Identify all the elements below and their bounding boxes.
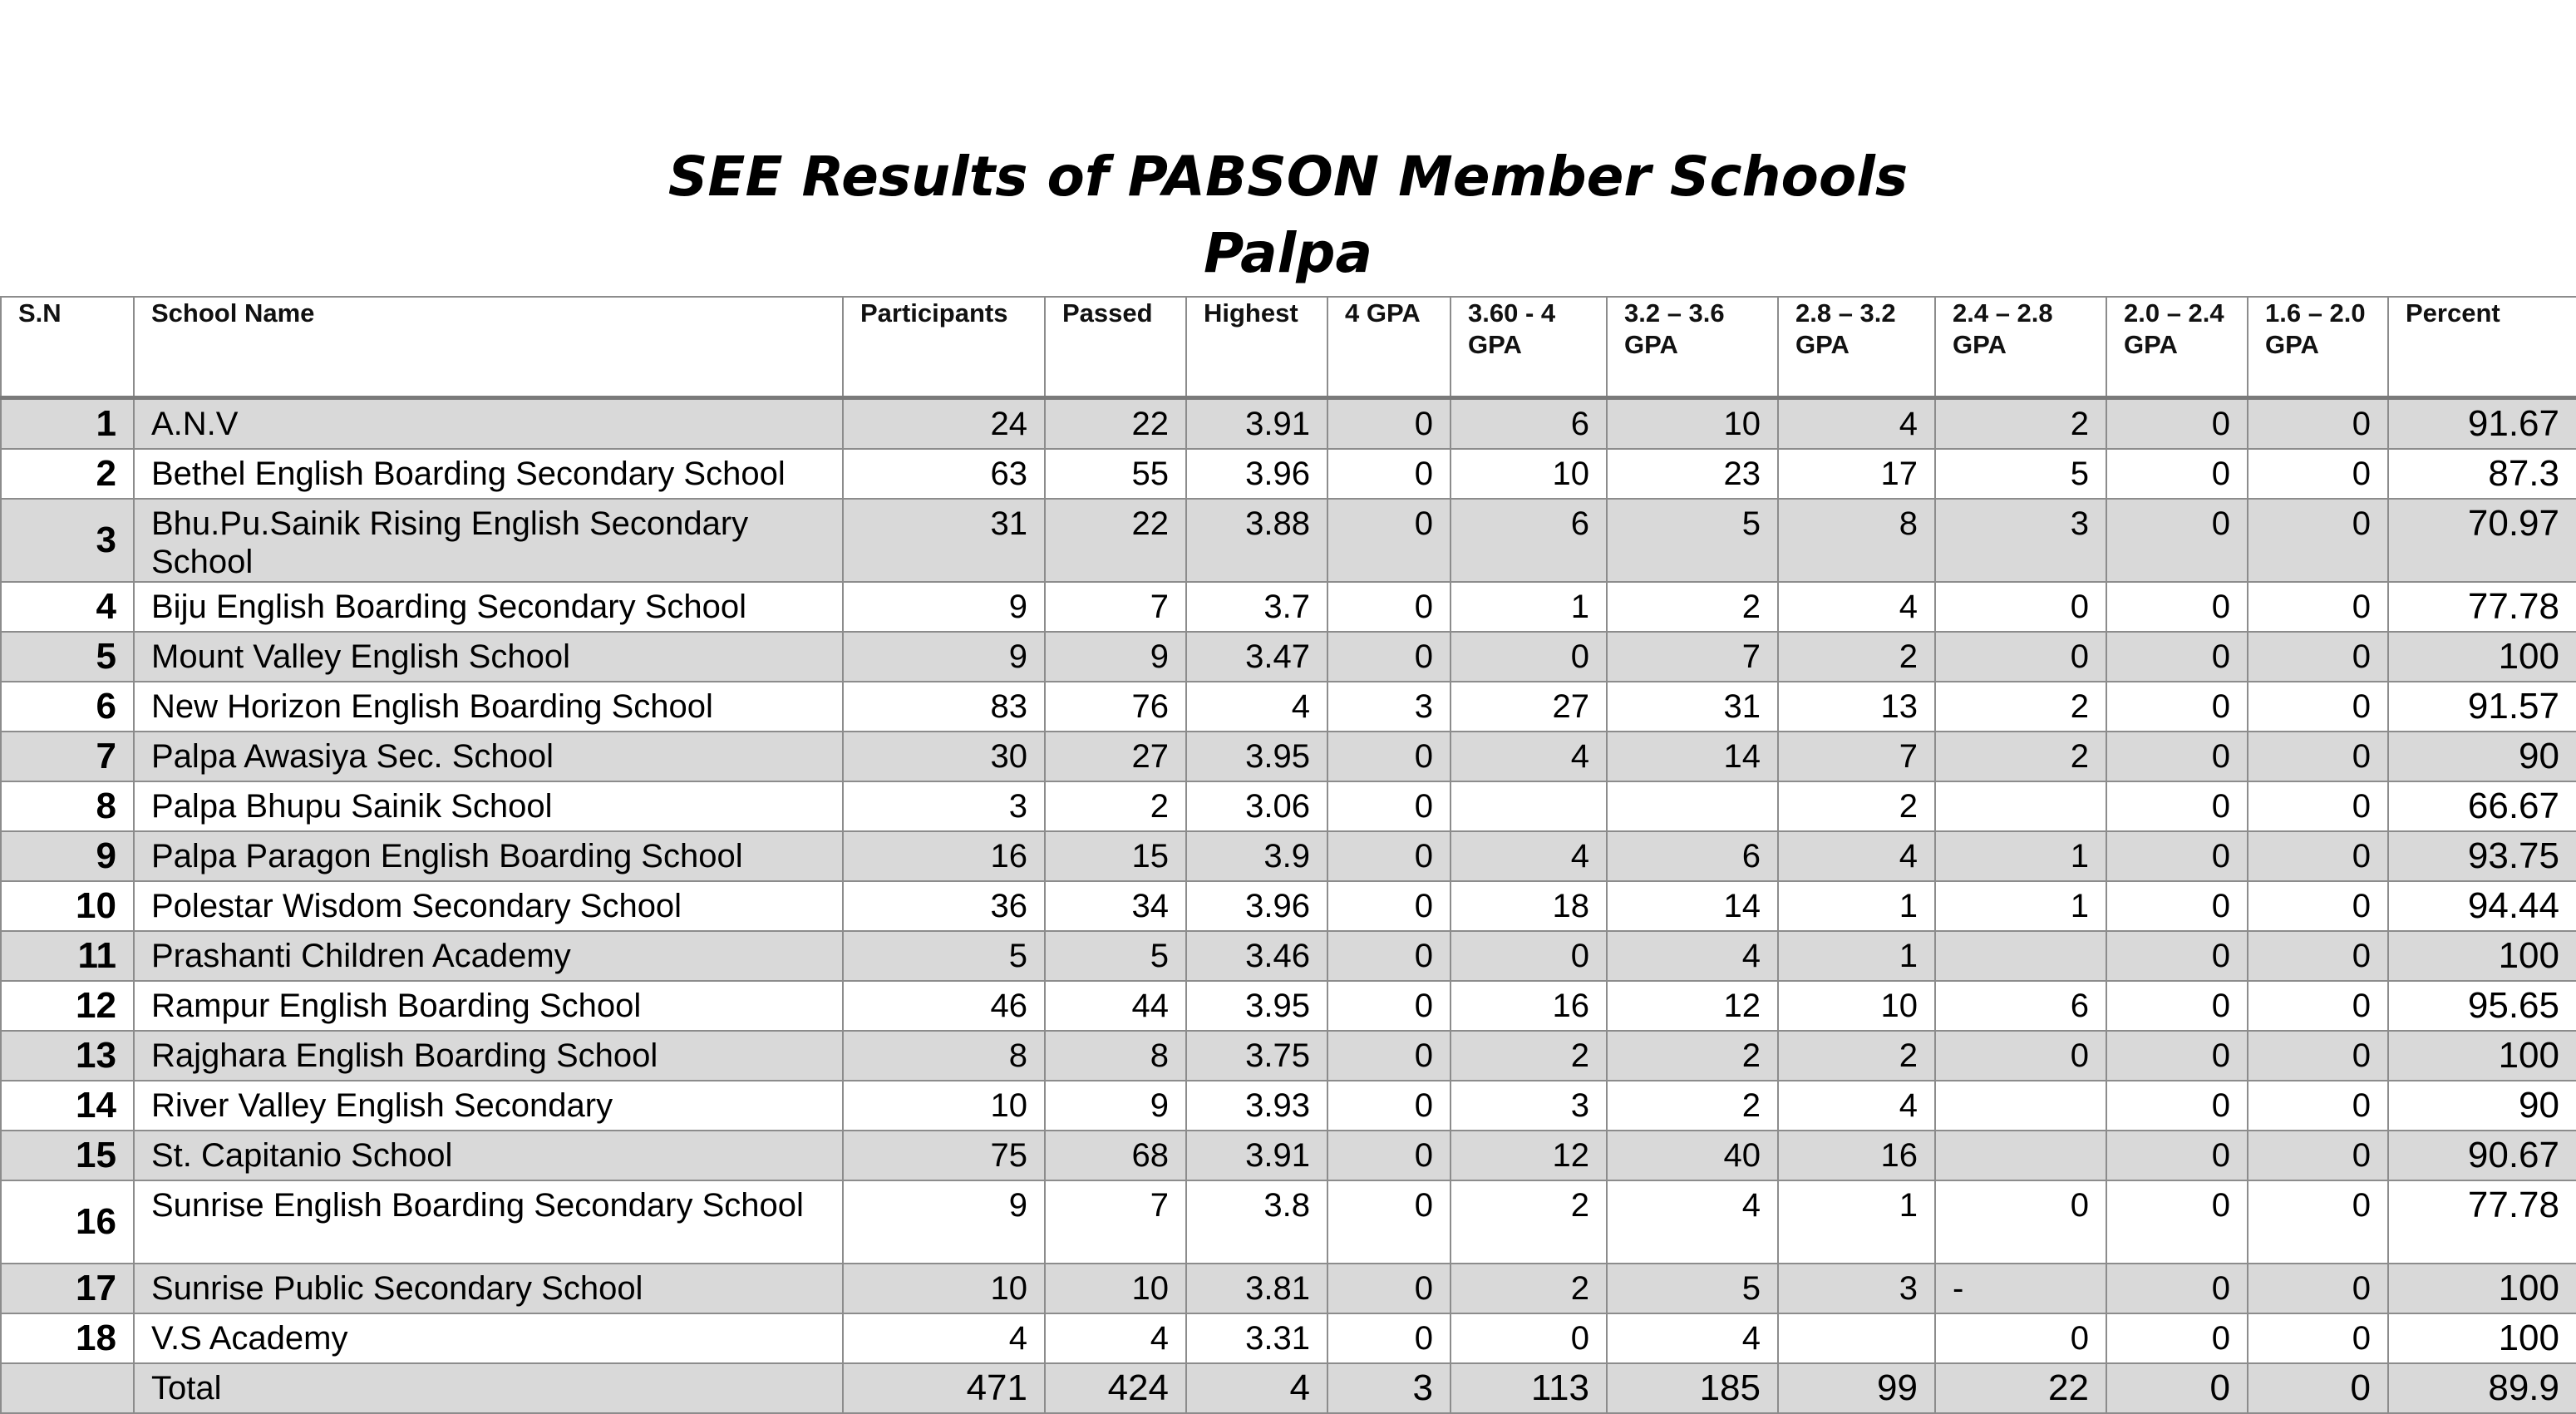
gpa-2-4-2-8-cell xyxy=(1935,1131,2106,1180)
school-name-cell: Polestar Wisdom Secondary School xyxy=(134,881,843,931)
sn-cell: 17 xyxy=(1,1264,134,1313)
gpa-3-2-3-6-cell: 31 xyxy=(1607,682,1778,732)
sn-cell: 15 xyxy=(1,1131,134,1180)
gpa-3-60-4-cell: 2 xyxy=(1451,1264,1607,1313)
gpa-3-60-4-cell: 6 xyxy=(1451,398,1607,450)
participants-cell: 63 xyxy=(843,449,1045,499)
gpa-3-60-4-cell: 4 xyxy=(1451,732,1607,781)
total-passed: 424 xyxy=(1045,1363,1186,1413)
percent-cell: 91.57 xyxy=(2388,682,2576,732)
passed-cell: 2 xyxy=(1045,781,1186,831)
school-name-cell: River Valley English Secondary xyxy=(134,1081,843,1131)
passed-cell: 76 xyxy=(1045,682,1186,732)
results-table xyxy=(0,296,2576,1414)
school-name-cell: Palpa Bhupu Sainik School xyxy=(134,781,843,831)
highest-cell: 3.8 xyxy=(1186,1180,1327,1264)
participants-cell: 3 xyxy=(843,781,1045,831)
passed-cell: 55 xyxy=(1045,449,1186,499)
gpa-3-60-4-cell: 0 xyxy=(1451,931,1607,981)
passed-cell: 34 xyxy=(1045,881,1186,931)
table-row xyxy=(1,1131,2576,1180)
highest-cell: 3.06 xyxy=(1186,781,1327,831)
sn-cell: 7 xyxy=(1,732,134,781)
gpa-4-cell: 0 xyxy=(1327,1131,1451,1180)
participants-cell: 9 xyxy=(843,632,1045,682)
gpa-2-8-3-2-cell: 1 xyxy=(1778,881,1935,931)
school-name-cell: Sunrise English Boarding Secondary School xyxy=(134,1180,843,1264)
gpa-1-6-2-0-cell: 0 xyxy=(2248,981,2388,1031)
sn-cell: 6 xyxy=(1,682,134,732)
total-4-gpa: 3 xyxy=(1327,1363,1451,1413)
gpa-2-8-3-2-cell: 10 xyxy=(1778,981,1935,1031)
gpa-4-cell: 0 xyxy=(1327,1180,1451,1264)
gpa-2-8-3-2-cell: 2 xyxy=(1778,781,1935,831)
passed-cell: 10 xyxy=(1045,1264,1186,1313)
passed-cell: 22 xyxy=(1045,499,1186,582)
percent-cell: 94.44 xyxy=(2388,881,2576,931)
gpa-2-8-3-2-cell: 4 xyxy=(1778,398,1935,450)
gpa-3-2-3-6-cell: 40 xyxy=(1607,1131,1778,1180)
gpa-3-2-3-6-cell: 5 xyxy=(1607,499,1778,582)
total-percent: 89.9 xyxy=(2388,1363,2576,1413)
gpa-4-cell: 0 xyxy=(1327,981,1451,1031)
percent-cell: 90.67 xyxy=(2388,1131,2576,1180)
highest-cell: 3.81 xyxy=(1186,1264,1327,1313)
sn-cell: 4 xyxy=(1,582,134,632)
total-sn-cell xyxy=(1,1363,134,1413)
gpa-3-2-3-6-cell: 6 xyxy=(1607,831,1778,881)
gpa-3-2-3-6-cell: 12 xyxy=(1607,981,1778,1031)
passed-cell: 4 xyxy=(1045,1313,1186,1363)
percent-cell: 100 xyxy=(2388,1264,2576,1313)
highest-cell: 3.9 xyxy=(1186,831,1327,881)
header-2-8-3-2-gpa: 2.8 – 3.2 GPA xyxy=(1778,297,1935,398)
page-title: SEE Results of PABSON Member Schools xyxy=(667,145,1909,209)
school-name-cell: Bethel English Boarding Secondary School xyxy=(134,449,843,499)
header-participants: Participants xyxy=(843,297,1045,398)
percent-cell: 77.78 xyxy=(2388,1180,2576,1264)
percent-cell: 70.97 xyxy=(2388,499,2576,582)
gpa-4-cell: 0 xyxy=(1327,582,1451,632)
table-row xyxy=(1,881,2576,931)
header-3-2-3-6-gpa: 3.2 – 3.6 GPA xyxy=(1607,297,1778,398)
percent-cell: 93.75 xyxy=(2388,831,2576,881)
sn-cell: 2 xyxy=(1,449,134,499)
gpa-3-60-4-cell: 12 xyxy=(1451,1131,1607,1180)
gpa-3-2-3-6-cell: 4 xyxy=(1607,1180,1778,1264)
percent-cell: 100 xyxy=(2388,1031,2576,1081)
highest-cell: 3.91 xyxy=(1186,1131,1327,1180)
percent-cell: 66.67 xyxy=(2388,781,2576,831)
gpa-3-60-4-cell: 16 xyxy=(1451,981,1607,1031)
table-row xyxy=(1,831,2576,881)
passed-cell: 27 xyxy=(1045,732,1186,781)
passed-cell: 68 xyxy=(1045,1131,1186,1180)
participants-cell: 9 xyxy=(843,582,1045,632)
gpa-4-cell: 0 xyxy=(1327,449,1451,499)
header-2-0-2-4-gpa: 2.0 – 2.4 GPA xyxy=(2106,297,2248,398)
header-sn: S.N xyxy=(1,297,134,398)
gpa-2-8-3-2-cell: 8 xyxy=(1778,499,1935,582)
highest-cell: 3.75 xyxy=(1186,1031,1327,1081)
gpa-2-0-2-4-cell: 0 xyxy=(2106,981,2248,1031)
participants-cell: 24 xyxy=(843,398,1045,450)
gpa-4-cell: 0 xyxy=(1327,1081,1451,1131)
gpa-3-2-3-6-cell: 14 xyxy=(1607,732,1778,781)
table-row xyxy=(1,1313,2576,1363)
gpa-1-6-2-0-cell: 0 xyxy=(2248,499,2388,582)
gpa-2-4-2-8-cell: 2 xyxy=(1935,398,2106,450)
gpa-1-6-2-0-cell: 0 xyxy=(2248,732,2388,781)
gpa-2-8-3-2-cell: 1 xyxy=(1778,931,1935,981)
passed-cell: 9 xyxy=(1045,632,1186,682)
gpa-3-2-3-6-cell: 10 xyxy=(1607,398,1778,450)
gpa-2-0-2-4-cell: 0 xyxy=(2106,1180,2248,1264)
total-1-6-2-0-gpa: 0 xyxy=(2248,1363,2388,1413)
gpa-4-cell: 0 xyxy=(1327,931,1451,981)
total-row xyxy=(1,1363,2576,1413)
gpa-2-8-3-2-cell: 2 xyxy=(1778,1031,1935,1081)
gpa-4-cell: 3 xyxy=(1327,682,1451,732)
gpa-2-8-3-2-cell: 16 xyxy=(1778,1131,1935,1180)
gpa-2-0-2-4-cell: 0 xyxy=(2106,398,2248,450)
participants-cell: 10 xyxy=(843,1081,1045,1131)
sn-cell: 3 xyxy=(1,499,134,582)
gpa-3-60-4-cell: 18 xyxy=(1451,881,1607,931)
passed-cell: 7 xyxy=(1045,1180,1186,1264)
sn-cell: 16 xyxy=(1,1180,134,1264)
table-row xyxy=(1,732,2576,781)
gpa-2-4-2-8-cell: 0 xyxy=(1935,632,2106,682)
gpa-3-2-3-6-cell: 5 xyxy=(1607,1264,1778,1313)
gpa-1-6-2-0-cell: 0 xyxy=(2248,682,2388,732)
gpa-2-0-2-4-cell: 0 xyxy=(2106,831,2248,881)
gpa-3-2-3-6-cell: 2 xyxy=(1607,582,1778,632)
header-passed: Passed xyxy=(1045,297,1186,398)
school-name-cell: V.S Academy xyxy=(134,1313,843,1363)
percent-cell: 87.3 xyxy=(2388,449,2576,499)
header-3-60-4-gpa: 3.60 - 4 GPA xyxy=(1451,297,1607,398)
gpa-2-8-3-2-cell: 17 xyxy=(1778,449,1935,499)
total-3-2-3-6-gpa: 185 xyxy=(1607,1363,1778,1413)
school-name-cell: St. Capitanio School xyxy=(134,1131,843,1180)
passed-cell: 15 xyxy=(1045,831,1186,881)
percent-cell: 100 xyxy=(2388,1313,2576,1363)
table-row xyxy=(1,582,2576,632)
table-row xyxy=(1,632,2576,682)
highest-cell: 3.96 xyxy=(1186,881,1327,931)
gpa-3-60-4-cell: 2 xyxy=(1451,1031,1607,1081)
highest-cell: 3.96 xyxy=(1186,449,1327,499)
gpa-1-6-2-0-cell: 0 xyxy=(2248,781,2388,831)
school-name-cell: Palpa Awasiya Sec. School xyxy=(134,732,843,781)
gpa-2-0-2-4-cell: 0 xyxy=(2106,732,2248,781)
gpa-2-4-2-8-cell: 0 xyxy=(1935,1180,2106,1264)
gpa-2-0-2-4-cell: 0 xyxy=(2106,682,2248,732)
gpa-2-4-2-8-cell: 1 xyxy=(1935,831,2106,881)
participants-cell: 16 xyxy=(843,831,1045,881)
participants-cell: 36 xyxy=(843,881,1045,931)
gpa-2-4-2-8-cell: 0 xyxy=(1935,1313,2106,1363)
gpa-1-6-2-0-cell: 0 xyxy=(2248,1031,2388,1081)
sn-cell: 1 xyxy=(1,398,134,450)
sn-cell: 13 xyxy=(1,1031,134,1081)
gpa-2-0-2-4-cell: 0 xyxy=(2106,632,2248,682)
gpa-2-0-2-4-cell: 0 xyxy=(2106,499,2248,582)
gpa-2-0-2-4-cell: 0 xyxy=(2106,449,2248,499)
gpa-1-6-2-0-cell: 0 xyxy=(2248,1180,2388,1264)
gpa-2-4-2-8-cell: - xyxy=(1935,1264,2106,1313)
table-row xyxy=(1,682,2576,732)
sn-cell: 12 xyxy=(1,981,134,1031)
table-row xyxy=(1,931,2576,981)
percent-cell: 100 xyxy=(2388,931,2576,981)
school-name-cell: Rajghara English Boarding School xyxy=(134,1031,843,1081)
gpa-4-cell: 0 xyxy=(1327,732,1451,781)
gpa-2-4-2-8-cell: 0 xyxy=(1935,1031,2106,1081)
gpa-4-cell: 0 xyxy=(1327,831,1451,881)
gpa-3-60-4-cell: 10 xyxy=(1451,449,1607,499)
gpa-2-4-2-8-cell: 0 xyxy=(1935,582,2106,632)
gpa-2-8-3-2-cell: 4 xyxy=(1778,831,1935,881)
passed-cell: 44 xyxy=(1045,981,1186,1031)
table-row xyxy=(1,449,2576,499)
header-2-4-2-8-gpa: 2.4 – 2.8 GPA xyxy=(1935,297,2106,398)
gpa-2-8-3-2-cell: 2 xyxy=(1778,632,1935,682)
highest-cell: 3.95 xyxy=(1186,732,1327,781)
passed-cell: 8 xyxy=(1045,1031,1186,1081)
school-name-cell: Sunrise Public Secondary School xyxy=(134,1264,843,1313)
school-name-cell: Mount Valley English School xyxy=(134,632,843,682)
gpa-4-cell: 0 xyxy=(1327,1264,1451,1313)
gpa-3-2-3-6-cell: 2 xyxy=(1607,1031,1778,1081)
participants-cell: 10 xyxy=(843,1264,1045,1313)
table-row xyxy=(1,1180,2576,1264)
gpa-4-cell: 0 xyxy=(1327,632,1451,682)
gpa-2-8-3-2-cell: 4 xyxy=(1778,582,1935,632)
gpa-4-cell: 0 xyxy=(1327,781,1451,831)
sn-cell: 14 xyxy=(1,1081,134,1131)
table-row xyxy=(1,398,2576,450)
percent-cell: 77.78 xyxy=(2388,582,2576,632)
table-header-row xyxy=(1,297,2576,398)
participants-cell: 9 xyxy=(843,1180,1045,1264)
school-name-cell: Prashanti Children Academy xyxy=(134,931,843,981)
gpa-3-60-4-cell xyxy=(1451,781,1607,831)
total-2-8-3-2-gpa: 99 xyxy=(1778,1363,1935,1413)
gpa-4-cell: 0 xyxy=(1327,1031,1451,1081)
gpa-2-0-2-4-cell: 0 xyxy=(2106,1031,2248,1081)
gpa-3-60-4-cell: 1 xyxy=(1451,582,1607,632)
passed-cell: 22 xyxy=(1045,398,1186,450)
gpa-2-8-3-2-cell xyxy=(1778,1313,1935,1363)
header-4-gpa: 4 GPA xyxy=(1327,297,1451,398)
gpa-2-0-2-4-cell: 0 xyxy=(2106,1131,2248,1180)
school-name-cell: Rampur English Boarding School xyxy=(134,981,843,1031)
header-1-6-2-0-gpa: 1.6 – 2.0 GPA xyxy=(2248,297,2388,398)
highest-cell: 4 xyxy=(1186,682,1327,732)
gpa-2-4-2-8-cell: 3 xyxy=(1935,499,2106,582)
school-name-cell: New Horizon English Boarding School xyxy=(134,682,843,732)
gpa-1-6-2-0-cell: 0 xyxy=(2248,931,2388,981)
participants-cell: 5 xyxy=(843,931,1045,981)
participants-cell: 4 xyxy=(843,1313,1045,1363)
sn-cell: 9 xyxy=(1,831,134,881)
gpa-3-60-4-cell: 4 xyxy=(1451,831,1607,881)
gpa-2-8-3-2-cell: 13 xyxy=(1778,682,1935,732)
gpa-2-4-2-8-cell: 2 xyxy=(1935,682,2106,732)
gpa-2-0-2-4-cell: 0 xyxy=(2106,1313,2248,1363)
gpa-3-2-3-6-cell: 2 xyxy=(1607,1081,1778,1131)
gpa-3-2-3-6-cell: 4 xyxy=(1607,1313,1778,1363)
total-participants: 471 xyxy=(843,1363,1045,1413)
gpa-2-4-2-8-cell xyxy=(1935,931,2106,981)
gpa-1-6-2-0-cell: 0 xyxy=(2248,449,2388,499)
highest-cell: 3.95 xyxy=(1186,981,1327,1031)
school-name-cell: Biju English Boarding Secondary School xyxy=(134,582,843,632)
header-highest: Highest xyxy=(1186,297,1327,398)
gpa-1-6-2-0-cell: 0 xyxy=(2248,582,2388,632)
gpa-1-6-2-0-cell: 0 xyxy=(2248,1264,2388,1313)
gpa-1-6-2-0-cell: 0 xyxy=(2248,1313,2388,1363)
participants-cell: 83 xyxy=(843,682,1045,732)
gpa-1-6-2-0-cell: 0 xyxy=(2248,1131,2388,1180)
gpa-3-60-4-cell: 2 xyxy=(1451,1180,1607,1264)
gpa-2-8-3-2-cell: 4 xyxy=(1778,1081,1935,1131)
passed-cell: 9 xyxy=(1045,1081,1186,1131)
total-2-4-2-8-gpa: 22 xyxy=(1935,1363,2106,1413)
table-row xyxy=(1,1031,2576,1081)
highest-cell: 3.88 xyxy=(1186,499,1327,582)
passed-cell: 5 xyxy=(1045,931,1186,981)
school-name-cell: Palpa Paragon English Boarding School xyxy=(134,831,843,881)
gpa-3-2-3-6-cell: 4 xyxy=(1607,931,1778,981)
gpa-3-60-4-cell: 0 xyxy=(1451,1313,1607,1363)
gpa-3-60-4-cell: 3 xyxy=(1451,1081,1607,1131)
gpa-1-6-2-0-cell: 0 xyxy=(2248,1081,2388,1131)
gpa-4-cell: 0 xyxy=(1327,398,1451,450)
gpa-2-4-2-8-cell: 1 xyxy=(1935,881,2106,931)
gpa-1-6-2-0-cell: 0 xyxy=(2248,881,2388,931)
highest-cell: 3.46 xyxy=(1186,931,1327,981)
participants-cell: 31 xyxy=(843,499,1045,582)
percent-cell: 100 xyxy=(2388,632,2576,682)
gpa-4-cell: 0 xyxy=(1327,881,1451,931)
table-row xyxy=(1,781,2576,831)
table-row xyxy=(1,1264,2576,1313)
gpa-4-cell: 0 xyxy=(1327,1313,1451,1363)
percent-cell: 90 xyxy=(2388,1081,2576,1131)
gpa-2-4-2-8-cell xyxy=(1935,781,2106,831)
table-row xyxy=(1,499,2576,582)
table-row xyxy=(1,1081,2576,1131)
school-name-cell: A.N.V xyxy=(134,398,843,450)
gpa-2-8-3-2-cell: 3 xyxy=(1778,1264,1935,1313)
sn-cell: 18 xyxy=(1,1313,134,1363)
total-label: Total xyxy=(134,1363,843,1413)
gpa-2-0-2-4-cell: 0 xyxy=(2106,881,2248,931)
sn-cell: 8 xyxy=(1,781,134,831)
sn-cell: 10 xyxy=(1,881,134,931)
gpa-3-2-3-6-cell: 7 xyxy=(1607,632,1778,682)
gpa-2-8-3-2-cell: 1 xyxy=(1778,1180,1935,1264)
page-subtitle: Palpa xyxy=(1203,221,1373,285)
participants-cell: 75 xyxy=(843,1131,1045,1180)
gpa-4-cell: 0 xyxy=(1327,499,1451,582)
sn-cell: 5 xyxy=(1,632,134,682)
sn-cell: 11 xyxy=(1,931,134,981)
participants-cell: 46 xyxy=(843,981,1045,1031)
percent-cell: 95.65 xyxy=(2388,981,2576,1031)
school-name-cell: Bhu.Pu.Sainik Rising English Secondary School xyxy=(134,499,843,582)
gpa-3-60-4-cell: 6 xyxy=(1451,499,1607,582)
gpa-2-0-2-4-cell: 0 xyxy=(2106,1081,2248,1131)
participants-cell: 30 xyxy=(843,732,1045,781)
gpa-2-4-2-8-cell: 5 xyxy=(1935,449,2106,499)
percent-cell: 91.67 xyxy=(2388,398,2576,450)
gpa-2-8-3-2-cell: 7 xyxy=(1778,732,1935,781)
total-highest: 4 xyxy=(1186,1363,1327,1413)
gpa-3-60-4-cell: 0 xyxy=(1451,632,1607,682)
gpa-1-6-2-0-cell: 0 xyxy=(2248,831,2388,881)
highest-cell: 3.31 xyxy=(1186,1313,1327,1363)
gpa-3-2-3-6-cell: 23 xyxy=(1607,449,1778,499)
gpa-2-0-2-4-cell: 0 xyxy=(2106,582,2248,632)
gpa-2-0-2-4-cell: 0 xyxy=(2106,1264,2248,1313)
total-2-0-2-4-gpa: 0 xyxy=(2106,1363,2248,1413)
highest-cell: 3.91 xyxy=(1186,398,1327,450)
gpa-3-2-3-6-cell xyxy=(1607,781,1778,831)
gpa-2-4-2-8-cell xyxy=(1935,1081,2106,1131)
table-row xyxy=(1,981,2576,1031)
highest-cell: 3.93 xyxy=(1186,1081,1327,1131)
percent-cell: 90 xyxy=(2388,732,2576,781)
gpa-2-4-2-8-cell: 2 xyxy=(1935,732,2106,781)
gpa-3-2-3-6-cell: 14 xyxy=(1607,881,1778,931)
header-percent: Percent xyxy=(2388,297,2576,398)
highest-cell: 3.47 xyxy=(1186,632,1327,682)
gpa-1-6-2-0-cell: 0 xyxy=(2248,632,2388,682)
passed-cell: 7 xyxy=(1045,582,1186,632)
highest-cell: 3.7 xyxy=(1186,582,1327,632)
header-school-name: School Name xyxy=(134,297,843,398)
gpa-2-0-2-4-cell: 0 xyxy=(2106,931,2248,981)
participants-cell: 8 xyxy=(843,1031,1045,1081)
total-3-60-4-gpa: 113 xyxy=(1451,1363,1607,1413)
gpa-1-6-2-0-cell: 0 xyxy=(2248,398,2388,450)
gpa-2-0-2-4-cell: 0 xyxy=(2106,781,2248,831)
gpa-2-4-2-8-cell: 6 xyxy=(1935,981,2106,1031)
gpa-3-60-4-cell: 27 xyxy=(1451,682,1607,732)
